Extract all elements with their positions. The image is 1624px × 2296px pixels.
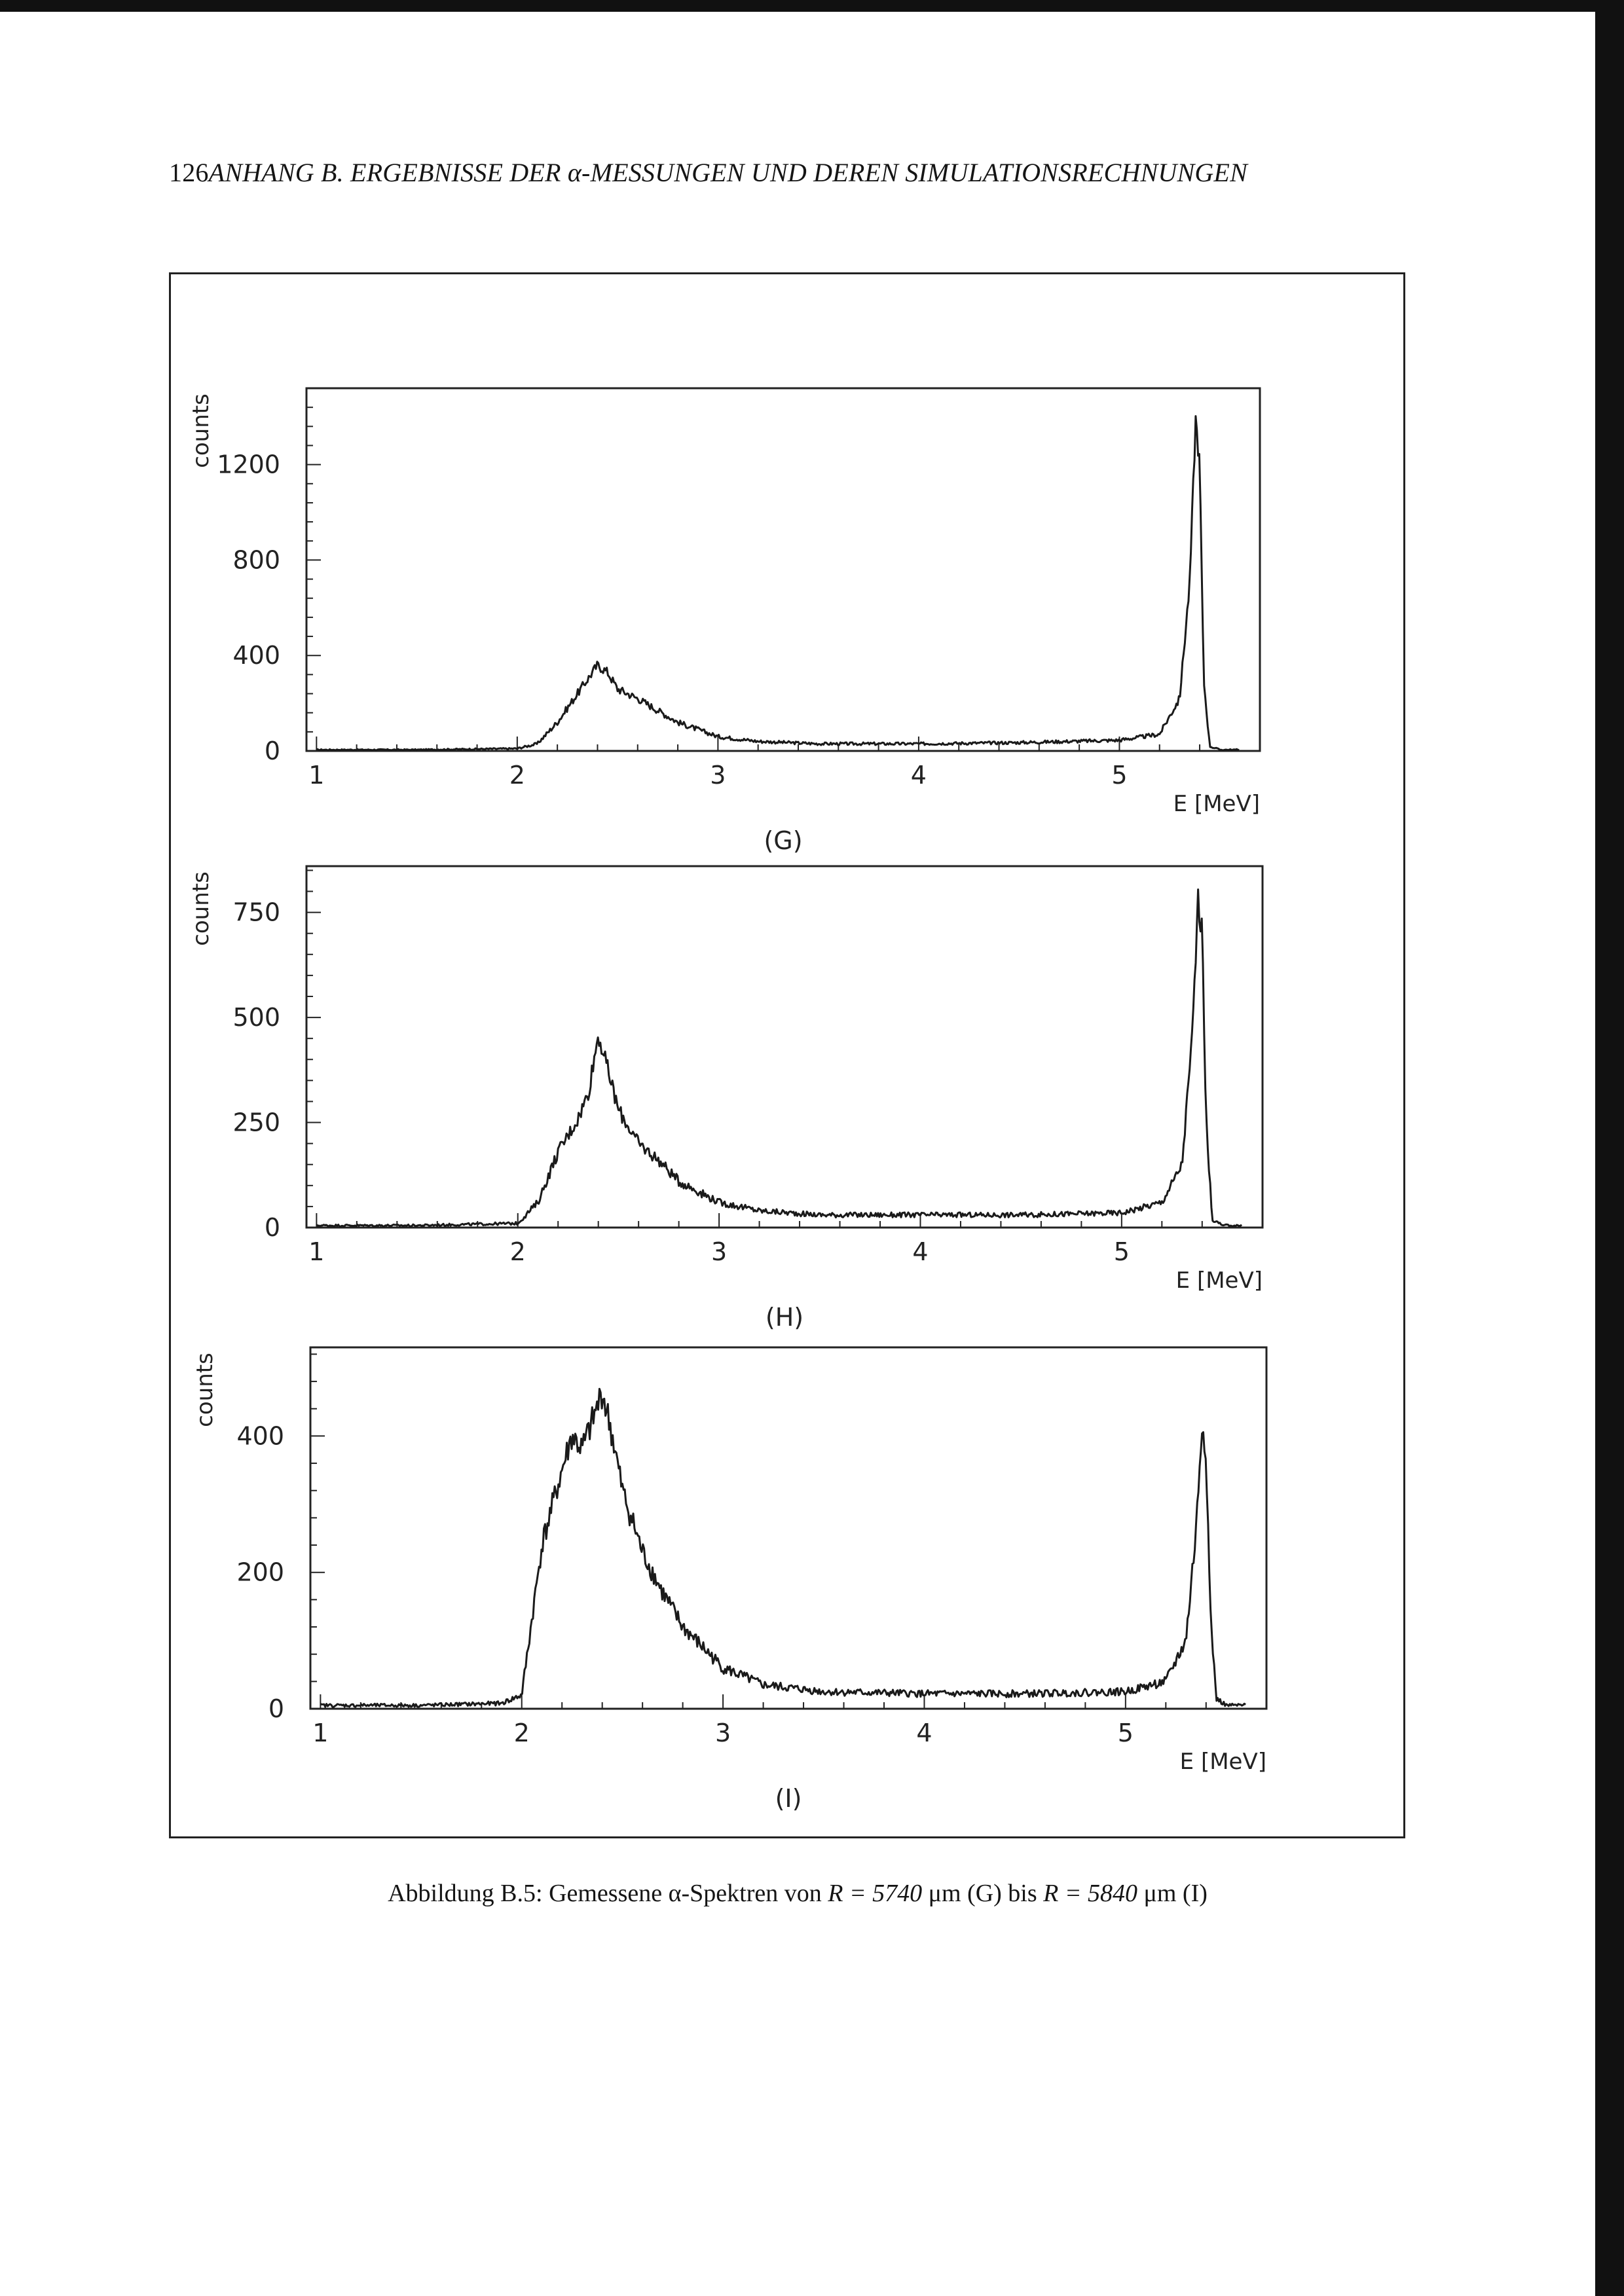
- y-tick-label: 750: [232, 898, 280, 927]
- spectra-figure: [0, 12, 1595, 2296]
- y-tick-label: 0: [264, 1213, 280, 1242]
- plot-frame: [306, 866, 1263, 1228]
- running-head-title: ANHANG B. ERGEBNISSE DER α-MESSUNGEN UND DEREN SIMULATIONSRECHNUNGEN: [208, 158, 1247, 187]
- x-tick-label: 3: [711, 1237, 728, 1266]
- page-number: 126: [169, 158, 209, 187]
- panel-label: (G): [764, 826, 803, 855]
- y-tick-label: 800: [232, 545, 280, 575]
- y-tick-label: 0: [264, 737, 280, 765]
- x-tick-label: 4: [916, 1719, 932, 1747]
- caption-unit1: μm (G) bis: [928, 1880, 1037, 1907]
- spectrum-series: [316, 416, 1239, 750]
- x-tick-label: 3: [710, 761, 726, 790]
- figure-caption: [0, 1879, 1595, 1908]
- y-tick-label: 500: [232, 1003, 280, 1032]
- x-tick-label: 1: [308, 1237, 325, 1266]
- y-axis-title: counts: [188, 871, 214, 946]
- x-axis-title: E [MeV]: [1175, 1267, 1263, 1294]
- document-page: [0, 12, 1595, 2296]
- caption-text: Gemessene α-Spektren von: [549, 1880, 822, 1907]
- plot-frame: [306, 388, 1260, 751]
- x-tick-label: 3: [715, 1719, 731, 1747]
- y-tick-label: 400: [236, 1421, 284, 1451]
- x-tick-label: 1: [312, 1719, 329, 1747]
- caption-r2: R = 5840: [1043, 1880, 1137, 1907]
- y-tick-label: 0: [268, 1694, 284, 1723]
- spectrum-series: [320, 1389, 1246, 1707]
- y-axis-title: counts: [192, 1353, 218, 1427]
- spectrum-series: [316, 890, 1242, 1227]
- caption-label: Abbildung B.5:: [388, 1880, 543, 1907]
- x-axis-title: E [MeV]: [1173, 791, 1260, 817]
- y-tick-label: 250: [232, 1108, 280, 1137]
- x-tick-label: 2: [513, 1719, 530, 1747]
- x-tick-label: 2: [509, 761, 525, 790]
- panel-label: (I): [775, 1784, 802, 1813]
- y-axis-title: counts: [188, 393, 214, 468]
- y-tick-label: 200: [236, 1558, 284, 1587]
- x-tick-label: 5: [1111, 761, 1128, 790]
- y-tick-label: 1200: [217, 450, 280, 479]
- x-axis-title: E [MeV]: [1179, 1749, 1266, 1775]
- x-tick-label: 5: [1113, 1237, 1130, 1266]
- caption-unit2: μm (I): [1143, 1880, 1208, 1907]
- x-tick-label: 2: [509, 1237, 526, 1266]
- y-tick-label: 400: [232, 641, 280, 670]
- x-tick-label: 4: [912, 1237, 929, 1266]
- panel-label: (H): [765, 1303, 804, 1332]
- x-tick-label: 5: [1117, 1719, 1134, 1747]
- plot-frame: [310, 1347, 1266, 1709]
- x-tick-label: 4: [910, 761, 927, 790]
- x-tick-label: 1: [308, 761, 325, 790]
- caption-r1: R = 5740: [828, 1880, 923, 1907]
